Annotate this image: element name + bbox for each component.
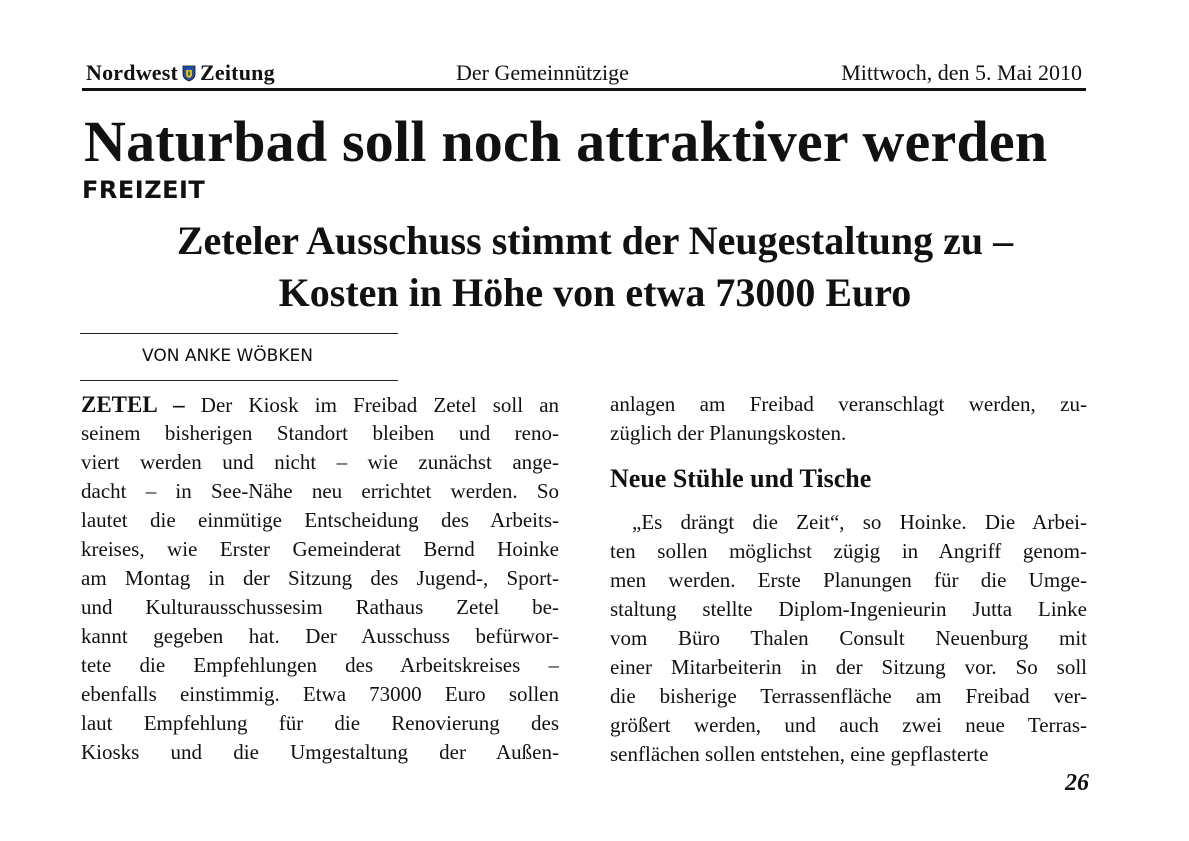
byline-box [80, 333, 398, 381]
newspaper-name-part2: Zeitung [200, 60, 275, 85]
text-line: die bisherige Terrassenfläche am Freibad ver- [610, 684, 1087, 708]
text-line: Kiosks und die Umgestaltung der Außen- [81, 740, 559, 764]
article-column-left [81, 390, 559, 767]
text-line: vom Büro Thalen Consult Neuenburg mit [610, 626, 1087, 650]
text-line: viert werden und nicht – wie zunächst ange- [81, 450, 559, 474]
section-subheading: Neue Stühle und Tische [610, 464, 872, 493]
crest-icon [182, 65, 196, 82]
text-line: tete die Empfehlungen des Arbeitskreises – [81, 653, 559, 677]
article-column-right-top [610, 390, 1087, 448]
text-line: men werden. Erste Planungen für die Umge- [610, 568, 1087, 592]
subheadline-line-2: Kosten in Höhe von etwa 73000 Euro [278, 270, 912, 315]
issue-date: Mittwoch, den 5. Mai 2010 [841, 60, 1082, 85]
text-line: laut Empfehlung für die Renovierung des [81, 711, 559, 735]
text-line: senflächen sollen entstehen, eine gepflasterte [610, 742, 989, 766]
text-line: staltung stellte Diplom-Ingenieurin Jutta Linke [610, 597, 1087, 621]
text-line: am Montag in der Sitzung des Jugend-, Sport- [81, 566, 559, 590]
text-line: kreises, wie Erster Gemeinderat Bernd Hoinke [81, 537, 559, 561]
text-line: seinem bisherigen Standort bleiben und reno- [81, 421, 559, 445]
text-line: ten sollen möglichst zügig in Angriff genom- [610, 539, 1087, 563]
section-label: Der Gemeinnützige [456, 60, 629, 85]
text-line: und Kulturausschussesim Rathaus Zetel be- [81, 595, 559, 619]
article-column-right-body [610, 508, 1087, 769]
text-line: einer Mitarbeiterin in der Sitzung vor. So soll [610, 655, 1087, 679]
dateline: ZETEL – [81, 392, 185, 417]
text-line: „Es drängt die Zeit“, so Hoinke. Die Arbei- [632, 510, 1087, 534]
article-subheadline [60, 215, 1130, 319]
text-line: ebenfalls einstimmig. Etwa 73000 Euro sollen [81, 682, 559, 706]
article-headline: Naturbad soll noch attraktiver werden [84, 109, 1048, 174]
text-line-rest: Der Kiosk im Freibad Zetel soll an [200, 393, 559, 417]
text-line: kannt gegeben hat. Der Ausschuss befürwor- [81, 624, 559, 648]
masthead [82, 58, 1086, 91]
newspaper-name-part1: Nordwest [86, 60, 179, 85]
text-line: lautet die einmütige Entscheidung des Arbeits- [81, 508, 559, 532]
article-rubric: FREIZEIT [82, 176, 206, 204]
newspaper-name [86, 60, 275, 86]
subheadline-line-1: Zeteler Ausschuss stimmt der Neugestaltung zu – [176, 218, 1014, 263]
text-line: dacht – in See-Nähe neu errichtet werden. So [81, 479, 559, 503]
text-line: züglich der Planungskosten. [610, 421, 847, 445]
text-line: größert werden, und auch zwei neue Terras- [610, 713, 1087, 737]
text-line: anlagen am Freibad veranschlagt werden, zu- [610, 392, 1087, 416]
author-byline: VON ANKE WÖBKEN [142, 346, 313, 366]
text-line [81, 390, 559, 419]
page-number: 26 [1065, 770, 1089, 796]
